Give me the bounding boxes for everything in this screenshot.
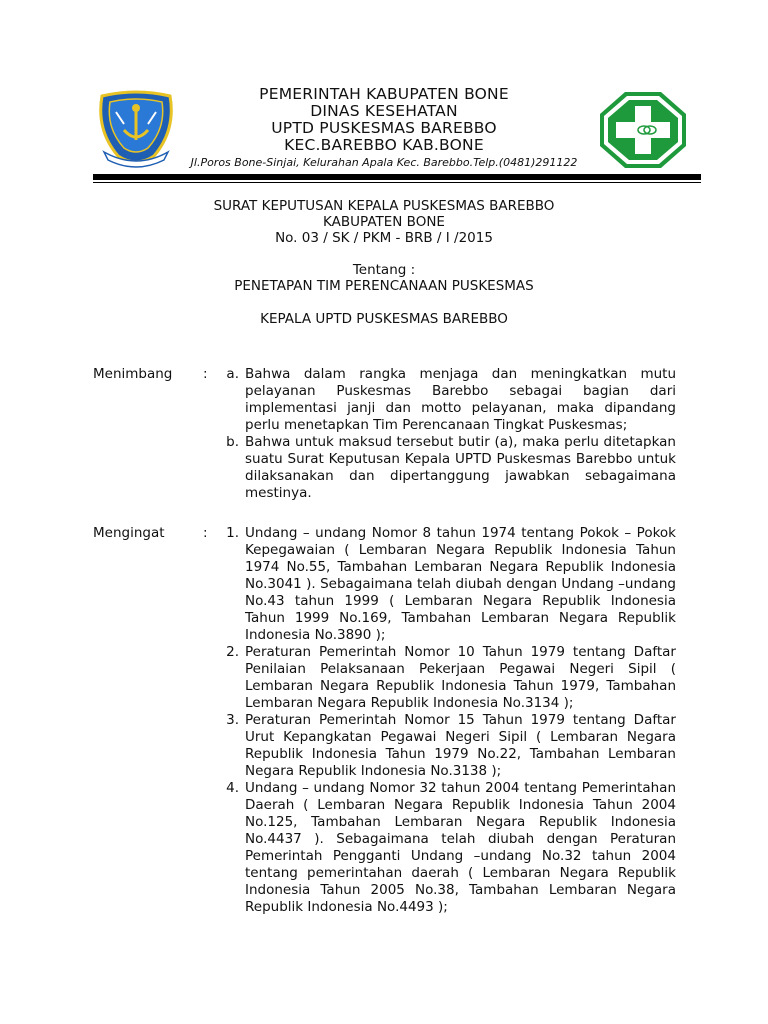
letterhead: [0, 0, 768, 190]
letterhead-rule-thin: [93, 182, 701, 183]
list-item-mark: 4.: [226, 780, 239, 796]
title-line-2: KABUPATEN BONE: [323, 214, 445, 230]
list-item-mark: 1.: [226, 525, 239, 541]
puskesmas-cross-emblem-icon: [598, 90, 688, 170]
list-item-text: Undang – undang Nomor 32 tahun 2004 tentang Pemerintahan Daerah ( Lembaran Negara Republik Indonesia Tahun 2004 No.125, Tambahan Lembaran Negara Republik Indonesia No.4437 ). Sebagaimana telah diubah dengan Peraturan Pemerintah Pengganti Undang –undang No.32 tahun 2004 tentang pemerintahan daerah ( Lembaran Negara Republik Indonesia Tahun 2005 No.38, Tambahan Lembaran Negara Republik Indonesia No.4493 );: [245, 780, 676, 915]
document-title-block: [93, 198, 675, 327]
list-item: [223, 644, 676, 712]
list-item-mark: 2.: [226, 644, 239, 660]
letterhead-line-3: UPTD PUSKESMAS BAREBBO: [271, 119, 497, 137]
letterhead-line-4: KEC.BAREBBO KAB.BONE: [284, 136, 484, 154]
menimbang-section: [93, 366, 683, 502]
menimbang-colon: :: [203, 366, 208, 382]
list-item-text: Peraturan Pemerintah Nomor 10 Tahun 1979 tentang Daftar Penilaian Pelaksanaan Pekerjaan Pegawai Negeri Sipil ( Lembaran Negara Republik Indonesia Tahun 1979, Tambahan Lembaran Negara Republik Indonesia No.3134 );: [245, 644, 676, 711]
letterhead-address: Jl.Poros Bone-Sinjai, Kelurahan Apala Kec. Barebbo.Telp.(0481)291122: [190, 156, 578, 169]
list-item: [223, 712, 676, 780]
list-item: [223, 780, 676, 916]
issuing-authority: KEPALA UPTD PUSKESMAS BAREBBO: [260, 311, 508, 327]
title-line-1: SURAT KEPUTUSAN KEPALA PUSKESMAS BAREBBO: [213, 198, 555, 214]
list-item-text: Undang – undang Nomor 8 tahun 1974 tentang Pokok – Pokok Kepegawaian ( Lembaran Negara Republik Indonesia Tahun 1974 No.55, Tambahan Lembaran Negara Republik Indonesia No.3041 ). Sebagaimana telah diubah dengan Undang –undang No.43 tahun 1999 ( Lembaran Negara Republik Indonesia Tahun 1999 No.169, Tambahan Lembaran Negara Republik Indonesia No.3890 );: [245, 525, 676, 643]
list-item-text: Bahwa dalam rangka menjaga dan meningkatkan mutu pelayanan Puskesmas Barebbo sebagai bagian dari implementasi janji dan motto pelayanan, maka dipandang perlu menetapkan Tim Perencanaan Tingkat Puskesmas;: [245, 366, 676, 433]
mengingat-section: [93, 525, 683, 916]
mengingat-label: Mengingat: [93, 525, 165, 541]
list-item-mark: a.: [226, 366, 239, 382]
document-subject: PENETAPAN TIM PERENCANAAN PUSKESMAS: [234, 278, 534, 294]
menimbang-label: Menimbang: [93, 366, 173, 382]
mengingat-colon: :: [203, 525, 208, 541]
letterhead-rule-thick: [93, 174, 701, 180]
list-item: [223, 366, 676, 434]
tentang-label: Tentang :: [352, 262, 416, 278]
letterhead-line-2: DINAS KESEHATAN: [310, 102, 458, 120]
document-number: No. 03 / SK / PKM - BRB / I /2015: [275, 230, 493, 246]
list-item: [223, 525, 676, 644]
list-item-mark: b.: [226, 434, 239, 450]
letterhead-line-1: PEMERINTAH KABUPATEN BONE: [259, 85, 509, 103]
list-item-mark: 3.: [226, 712, 239, 728]
list-item-text: Bahwa untuk maksud tersebut butir (a), maka perlu ditetapkan suatu Surat Keputusan Kepala UPTD Puskesmas Barebbo untuk dilaksanakan dan dipertanggung jawabkan sebagaimana mestinya.: [245, 434, 676, 501]
list-item: [223, 434, 676, 502]
list-item-text: Peraturan Pemerintah Nomor 15 Tahun 1979 tentang Daftar Urut Kepangkatan Pegawai Negeri Sipil ( Lembaran Negara Republik Indonesia Tahun 1979 No.22, Tambahan Lembaran Negara Republik Indonesia No.3138 );: [245, 712, 676, 779]
